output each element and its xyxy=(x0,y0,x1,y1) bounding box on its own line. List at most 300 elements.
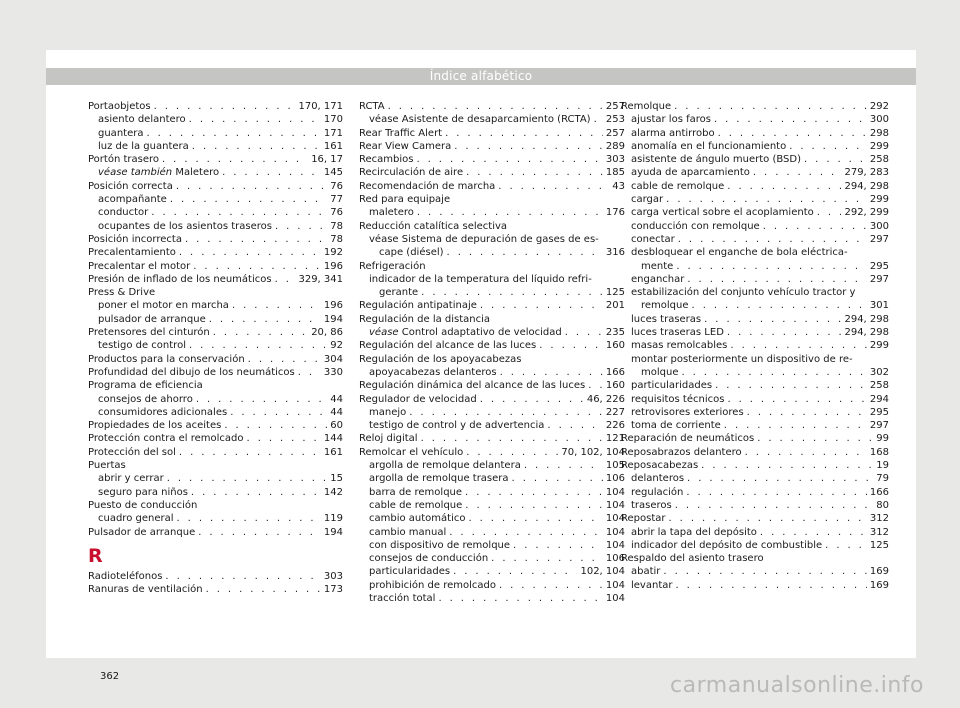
dot-leader xyxy=(468,512,602,525)
entry-label xyxy=(359,432,418,445)
dot-leader xyxy=(676,260,867,273)
entry-text: cargar xyxy=(631,194,664,206)
entry-text: Reposacabezas xyxy=(621,460,699,472)
entry-label xyxy=(641,260,673,273)
entry-label xyxy=(359,299,477,312)
index-entry xyxy=(88,313,343,326)
index-heading: montar posteriormente un dispositivo de re- xyxy=(631,353,853,365)
dot-leader xyxy=(248,353,321,366)
entry-label xyxy=(631,233,675,246)
entry-page-ref: 46, 226 xyxy=(586,393,625,405)
dot-leader xyxy=(146,127,320,140)
entry-text: indicador del depósito de combustible xyxy=(631,539,823,551)
entry-text: Repostar xyxy=(621,513,666,525)
entry-label xyxy=(369,326,562,339)
entry-label xyxy=(369,406,406,419)
entry-text: Reloj digital xyxy=(359,433,418,445)
dot-leader xyxy=(825,539,867,552)
entry-label xyxy=(369,419,544,432)
dot-leader xyxy=(789,140,867,153)
dot-leader xyxy=(213,326,308,339)
entry-label xyxy=(98,193,167,206)
entry-text: masas remolcables xyxy=(631,340,728,352)
entry-text: Rear Traffic Alert xyxy=(359,127,443,139)
entry-label xyxy=(88,100,151,113)
index-entry xyxy=(621,499,889,512)
index-entry xyxy=(88,512,343,525)
dot-leader xyxy=(524,459,603,472)
header-band xyxy=(46,68,916,85)
entry-label xyxy=(98,393,193,406)
index-entry xyxy=(88,472,343,485)
index-entry xyxy=(88,100,343,113)
entry-label xyxy=(631,127,715,140)
entry-label xyxy=(621,432,754,445)
entry-text: poner el motor en marcha xyxy=(98,300,229,312)
dot-leader xyxy=(417,206,603,219)
index-entry xyxy=(88,446,343,459)
entry-text: particularidades xyxy=(631,380,713,392)
entry-label xyxy=(98,472,164,485)
entry-page-ref: 192 xyxy=(323,247,343,259)
entry-see-also: véase xyxy=(369,327,399,339)
entry-text: Maletero xyxy=(172,167,220,179)
entry-page-ref: 104 xyxy=(605,486,625,498)
index-entry xyxy=(621,273,889,286)
entry-text: luces traseras xyxy=(631,313,702,325)
entry-text: Precalentamiento xyxy=(88,247,176,259)
index-entry xyxy=(621,299,889,312)
entry-text: seguro para niños xyxy=(98,486,188,498)
index-entry xyxy=(621,366,889,379)
entry-text: Control adaptativo de velocidad xyxy=(398,327,562,339)
entry-label xyxy=(359,379,585,392)
entry-page-ref: 119 xyxy=(323,513,343,525)
entry-page-ref: 297 xyxy=(869,233,889,245)
dot-leader xyxy=(804,153,867,166)
entry-page-ref: 170 xyxy=(323,114,343,126)
entry-text: Productos para la conservación xyxy=(88,353,245,365)
index-entry xyxy=(621,313,889,326)
entry-text: Regulación antipatinaje xyxy=(359,300,477,312)
entry-page-ref: 294, 298 xyxy=(844,327,889,339)
entry-page-ref: 196 xyxy=(323,260,343,272)
entry-label xyxy=(631,313,701,326)
entry-label xyxy=(369,499,462,512)
index-entry xyxy=(621,180,889,193)
dot-leader xyxy=(224,419,327,432)
entry-text: Posición incorrecta xyxy=(88,233,182,245)
entry-label xyxy=(98,512,174,525)
entry-text: conductor xyxy=(98,207,149,219)
dot-leader xyxy=(189,113,321,126)
dot-leader xyxy=(206,583,321,596)
index-entry xyxy=(621,406,889,419)
dot-leader xyxy=(675,499,874,512)
entry-label xyxy=(359,180,495,193)
entry-page-ref: 289 xyxy=(605,140,625,152)
index-entry xyxy=(88,339,343,352)
dot-leader xyxy=(170,193,327,206)
entry-label xyxy=(631,339,727,352)
dot-leader xyxy=(817,206,842,219)
entry-label xyxy=(621,446,742,459)
dot-leader xyxy=(491,552,603,565)
dot-leader xyxy=(191,486,321,499)
index-entry xyxy=(359,246,625,259)
dot-leader xyxy=(388,100,603,113)
index-entry xyxy=(359,579,625,592)
entry-label xyxy=(631,153,801,166)
entry-text: barra de remolque xyxy=(369,486,463,498)
dot-leader xyxy=(466,166,603,179)
dot-leader xyxy=(727,393,866,406)
index-entry xyxy=(88,166,343,179)
index-entry xyxy=(88,570,343,583)
index-heading: desbloquear el enganche de bola eléctrica- xyxy=(631,247,848,259)
index-heading: Respaldo del asiento trasero xyxy=(621,553,764,565)
entry-text: Remolque xyxy=(621,101,672,112)
entry-page-ref: 196 xyxy=(323,300,343,312)
entry-label xyxy=(88,432,244,445)
entry-text: Ranuras de ventilación xyxy=(88,584,203,596)
entry-page-ref: 294, 298 xyxy=(844,313,889,325)
entry-page-ref: 295 xyxy=(869,406,889,418)
entry-text: regulación xyxy=(631,486,684,498)
entry-page-ref: 294 xyxy=(869,393,889,405)
index-heading: Reducción catalítica selectiva xyxy=(359,220,508,232)
index-entry xyxy=(359,206,625,219)
dot-leader xyxy=(454,140,603,153)
entry-text: Recirculación de aire xyxy=(359,167,464,179)
entry-page-ref: 16, 17 xyxy=(311,154,343,166)
entry-label xyxy=(631,140,786,153)
dot-leader xyxy=(678,233,867,246)
index-entry xyxy=(621,579,889,592)
dot-leader xyxy=(177,512,321,525)
dot-leader xyxy=(547,419,603,432)
entry-label xyxy=(88,153,159,166)
dot-leader xyxy=(176,180,327,193)
entry-page-ref: 169 xyxy=(869,566,889,578)
dot-leader xyxy=(447,246,603,259)
dot-leader xyxy=(669,512,867,525)
index-entry xyxy=(359,379,625,392)
entry-label xyxy=(98,486,188,499)
index-entry xyxy=(621,127,889,140)
entry-label xyxy=(369,565,450,578)
index-entry xyxy=(359,326,625,339)
entry-page-ref: 253 xyxy=(605,114,625,126)
index-entry xyxy=(88,140,343,153)
entry-text: anomalía en el funcionamiento xyxy=(631,140,787,152)
entry-label xyxy=(88,583,203,596)
entry-text: abatir xyxy=(631,566,661,578)
entry-page-ref: 294, 298 xyxy=(844,180,889,192)
entry-label xyxy=(631,166,750,179)
entry-page-ref: 257 xyxy=(605,101,625,112)
dot-leader xyxy=(453,565,577,578)
entry-page-ref: 99 xyxy=(876,433,889,445)
index-entry xyxy=(359,446,625,459)
entry-text: Recomendación de marcha xyxy=(359,180,496,192)
entry-text: luz de la guantera xyxy=(98,140,189,152)
index-entry xyxy=(88,246,343,259)
entry-label xyxy=(88,326,210,339)
entry-text: guantera xyxy=(98,127,144,139)
entry-text: Regulación dinámica del alcance de las luces xyxy=(359,380,586,392)
index-entry xyxy=(359,539,625,552)
dot-leader xyxy=(465,499,603,512)
entry-page-ref: 78 xyxy=(330,220,343,232)
dot-leader xyxy=(730,339,867,352)
dot-leader xyxy=(687,472,873,485)
entry-page-ref: 76 xyxy=(330,207,343,219)
entry-page-ref: 227 xyxy=(605,406,625,418)
entry-label xyxy=(631,472,684,485)
index-heading: indicador de la temperatura del líquido refri- xyxy=(369,273,592,285)
entry-text: Pulsador de arranque xyxy=(88,526,196,538)
entry-label xyxy=(631,406,744,419)
entry-page-ref: 258 xyxy=(869,154,889,166)
entry-text: asistente de ángulo muerto (BSD) xyxy=(631,154,801,166)
entry-text: particularidades xyxy=(369,566,451,578)
entry-page-ref: 312 xyxy=(869,526,889,538)
entry-label xyxy=(631,579,672,592)
entry-page-ref: 104 xyxy=(605,592,625,604)
entry-page-ref: 297 xyxy=(869,273,889,285)
dot-leader xyxy=(594,113,603,126)
index-entry xyxy=(88,393,343,406)
entry-text: carga vertical sobre el acoplamiento xyxy=(631,207,814,219)
entry-page-ref: 299 xyxy=(869,140,889,152)
entry-label xyxy=(369,486,462,499)
entry-page-ref: 257 xyxy=(605,127,625,139)
index-entry xyxy=(621,512,889,525)
entry-label xyxy=(98,339,186,352)
index-entry xyxy=(621,526,889,539)
dot-leader xyxy=(565,326,603,339)
dot-leader xyxy=(681,366,866,379)
index-entry xyxy=(88,326,343,339)
entry-label xyxy=(379,246,444,259)
entry-page-ref: 235 xyxy=(605,327,625,339)
entry-text: gerante xyxy=(379,287,419,299)
entry-page-ref: 176 xyxy=(605,207,625,219)
entry-label xyxy=(631,326,724,339)
dot-leader xyxy=(445,127,603,140)
index-entry xyxy=(621,539,889,552)
index-entry xyxy=(359,472,625,485)
index-entry xyxy=(359,592,625,605)
index-entry xyxy=(621,326,889,339)
entry-text: Profundidad del dibujo de los neumáticos xyxy=(88,366,295,378)
entry-label xyxy=(88,353,245,366)
entry-page-ref: 142 xyxy=(323,486,343,498)
dot-leader xyxy=(512,472,603,485)
entry-label xyxy=(631,539,822,552)
entry-page-ref: 70, 102, 104 xyxy=(561,446,625,458)
entry-text: tracción total xyxy=(369,592,436,604)
entry-label xyxy=(359,127,442,140)
dot-leader xyxy=(666,193,867,206)
index-entry xyxy=(621,446,889,459)
dot-leader xyxy=(704,313,841,326)
dot-leader xyxy=(727,180,841,193)
index-entry xyxy=(88,153,343,166)
dot-leader xyxy=(513,539,603,552)
section-letter: R xyxy=(88,544,103,567)
entry-page-ref: 161 xyxy=(323,140,343,152)
entry-page-ref: 102, 104 xyxy=(580,566,625,578)
entry-text: cambio manual xyxy=(369,526,447,538)
index-entry xyxy=(88,406,343,419)
entry-text: acompañante xyxy=(98,194,167,206)
entry-page-ref: 76 xyxy=(330,180,343,192)
dot-leader xyxy=(500,366,603,379)
index-entry xyxy=(359,113,625,126)
index-entry xyxy=(359,339,625,352)
index-entry xyxy=(621,100,889,113)
entry-label xyxy=(631,393,724,406)
dot-leader xyxy=(674,100,867,113)
entry-page-ref: 80 xyxy=(876,499,889,511)
dot-leader xyxy=(539,339,603,352)
dot-leader xyxy=(588,379,603,392)
entry-label xyxy=(88,246,176,259)
entry-text: toma de corriente xyxy=(631,420,721,432)
entry-label xyxy=(98,406,227,419)
entry-page-ref: 292 xyxy=(869,101,889,112)
index-entry xyxy=(359,552,625,565)
entry-label xyxy=(369,113,591,126)
entry-label xyxy=(359,153,413,166)
dot-leader xyxy=(179,246,321,259)
dot-leader xyxy=(162,153,308,166)
index-heading: Press & Drive xyxy=(88,287,156,299)
dot-leader xyxy=(757,432,873,445)
entry-page-ref: 104 xyxy=(605,579,625,591)
entry-text: Presión de inflado de los neumáticos xyxy=(88,273,272,285)
index-entry xyxy=(621,339,889,352)
dot-leader xyxy=(745,446,867,459)
entry-label xyxy=(631,526,757,539)
entry-label xyxy=(631,486,683,499)
entry-see-also: véase también xyxy=(98,167,173,179)
entry-label xyxy=(631,419,721,432)
entry-label xyxy=(369,539,510,552)
entry-page-ref: 166 xyxy=(869,486,889,498)
dot-leader xyxy=(154,100,296,113)
index-entry xyxy=(359,432,625,445)
entry-page-ref: 79 xyxy=(876,473,889,485)
entry-label xyxy=(369,579,496,592)
index-entry xyxy=(359,393,625,406)
entry-text: cable de remolque xyxy=(631,180,725,192)
entry-text: luces traseras LED xyxy=(631,327,724,339)
dot-leader xyxy=(193,260,321,273)
entry-page-ref: 77 xyxy=(330,194,343,206)
dot-leader xyxy=(687,273,867,286)
entry-text: argolla de remolque trasera xyxy=(369,473,509,485)
entry-text: abrir la tapa del depósito xyxy=(631,526,757,538)
dot-leader xyxy=(298,366,321,379)
entry-page-ref: 60 xyxy=(330,420,343,432)
entry-page-ref: 300 xyxy=(869,114,889,126)
entry-label xyxy=(88,273,272,286)
index-entry xyxy=(621,220,889,233)
entry-page-ref: 144 xyxy=(323,433,343,445)
entry-label xyxy=(631,206,814,219)
entry-label xyxy=(359,339,536,352)
dot-leader xyxy=(416,153,602,166)
entry-label xyxy=(98,313,206,326)
entry-page-ref: 303 xyxy=(323,570,343,582)
dot-leader xyxy=(209,313,321,326)
entry-page-ref: 303 xyxy=(605,154,625,166)
entry-text: consejos de conducción xyxy=(369,553,489,565)
dot-leader xyxy=(763,220,867,233)
entry-label xyxy=(369,366,497,379)
dot-leader xyxy=(165,570,320,583)
entry-text: Recambios xyxy=(359,154,414,166)
page-title: Índice alfabético xyxy=(429,69,533,83)
entry-text: Posición correcta xyxy=(88,180,173,192)
entry-text: apoyacabezas delanteros xyxy=(369,366,497,378)
entry-text: remolque xyxy=(641,300,689,312)
index-entry xyxy=(359,406,625,419)
index-entry xyxy=(621,393,889,406)
dot-leader xyxy=(701,459,873,472)
dot-leader xyxy=(247,432,321,445)
watermark-text: carmanualsonline.info xyxy=(670,673,924,698)
dot-leader xyxy=(151,206,327,219)
entry-label xyxy=(98,299,229,312)
entry-label xyxy=(88,233,182,246)
dot-leader xyxy=(466,446,558,459)
entry-page-ref: 292, 299 xyxy=(844,207,889,219)
entry-page-ref: 302 xyxy=(869,366,889,378)
index-entry xyxy=(359,166,625,179)
index-heading: Red para equipaje xyxy=(359,194,451,206)
entry-label xyxy=(631,565,660,578)
entry-label xyxy=(98,206,148,219)
index-entry xyxy=(88,583,343,596)
dot-leader xyxy=(232,299,321,312)
entry-page-ref: 44 xyxy=(330,406,343,418)
entry-page-ref: 125 xyxy=(605,287,625,299)
dot-leader xyxy=(196,393,327,406)
entry-page-ref: 20, 86 xyxy=(311,327,343,339)
entry-label xyxy=(98,140,189,153)
entry-text: Radioteléfonos xyxy=(88,570,163,582)
entry-label xyxy=(98,113,186,126)
entry-label xyxy=(98,166,219,179)
dot-leader xyxy=(230,406,327,419)
entry-label xyxy=(359,140,451,153)
entry-label xyxy=(98,127,143,140)
entry-text: cape (diésel) xyxy=(379,247,444,259)
entry-text: con dispositivo de remolque xyxy=(369,539,511,551)
index-entry xyxy=(359,486,625,499)
dot-leader xyxy=(724,419,867,432)
dot-leader xyxy=(275,273,296,286)
entry-page-ref: 304 xyxy=(323,353,343,365)
index-entry xyxy=(359,180,625,193)
entry-text: argolla de remolque delantera xyxy=(369,460,521,472)
entry-page-ref: 19 xyxy=(876,460,889,472)
index-entry xyxy=(621,432,889,445)
